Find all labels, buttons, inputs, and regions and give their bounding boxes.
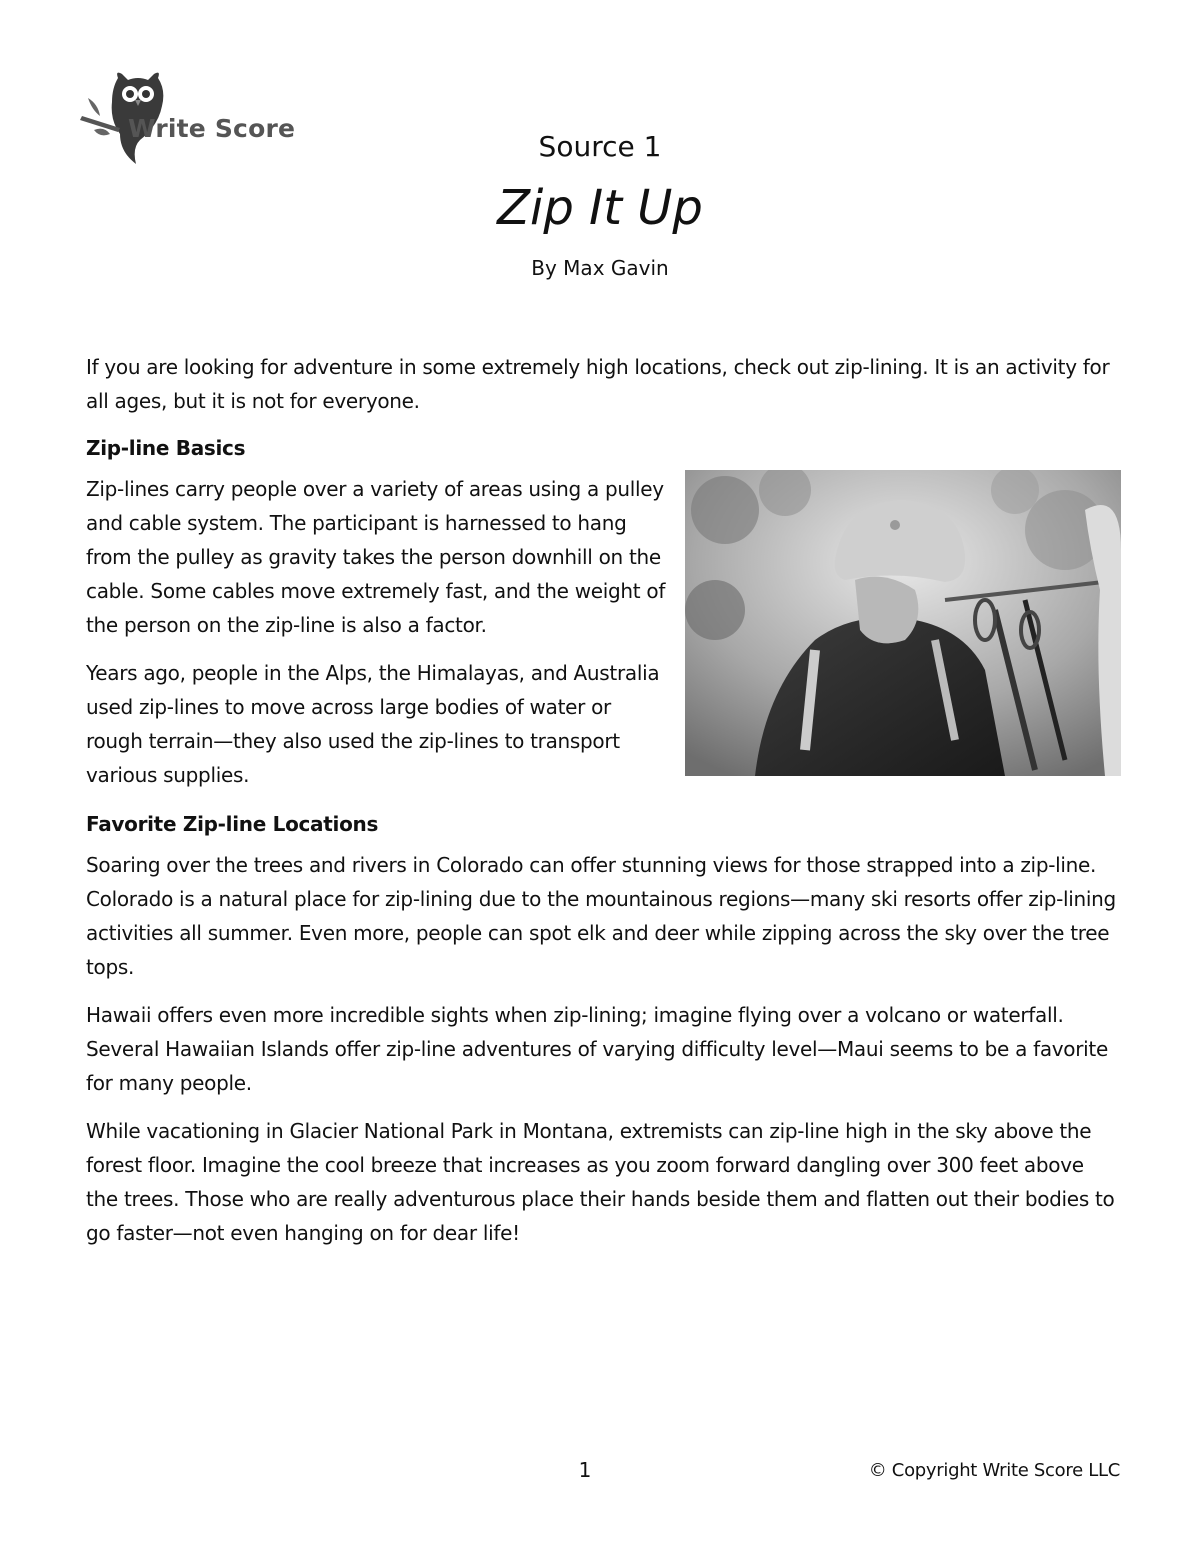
copyright-notice: © Copyright Write Score LLC bbox=[868, 1460, 1120, 1481]
section-heading-basics: Zip-line Basics bbox=[86, 436, 246, 460]
page-title: Zip It Up bbox=[497, 180, 703, 236]
locations-paragraph-3: While vacationing in Glacier National Park in Montana, extremists can zip-line high in the sky above the forest floor. Imagine the cool breeze that increases as you zoom forward dangling over 300 feet above the trees. Those who are really adventurous place their hands beside them and flatten out their bodies to go faster—not even hanging on for dear life! bbox=[86, 1119, 1115, 1245]
locations-paragraph-2: Hawaii offers even more incredible sights when zip-lining; imagine flying over a volcano or waterfall. Several Hawaiian Islands offer zip-line adventures of varying difficulty level—Maui seems to be a favorite for many people. bbox=[86, 1003, 1108, 1095]
page-number: 1 bbox=[578, 1458, 592, 1482]
section-heading-locations: Favorite Zip-line Locations bbox=[86, 812, 379, 836]
logo-text: Write Score bbox=[128, 114, 296, 143]
intro-paragraph: If you are looking for adventure in some extremely high locations, check out zip-lining. It is an activity for all ages, but it is not for everyone. bbox=[86, 355, 1110, 413]
basics-paragraph-1: Zip-lines carry people over a variety of areas using a pulley and cable system. The participant is harnessed to hang from the pulley as gravity takes the person downhill on the cable. Some cables move extremely fast, and the weight of the person on the zip-line is also a factor. bbox=[86, 477, 666, 637]
byline: By Max Gavin bbox=[531, 256, 669, 280]
locations-paragraph-1: Soaring over the trees and rivers in Colorado can offer stunning views for those strapped into a zip-line. Colorado is a natural place for zip-lining due to the mountainous regions—many ski resorts offer zip-lining activities all summer. Even more, people can spot elk and deer while zipping across the sky over the tree tops. bbox=[86, 853, 1116, 979]
source-label: Source 1 bbox=[538, 130, 662, 163]
zip-line-photo bbox=[685, 470, 1121, 776]
basics-paragraph-2: Years ago, people in the Alps, the Himalayas, and Australia used zip-lines to move across large bodies of water or rough terrain—they also used the zip-lines to transport various supplies. bbox=[86, 661, 660, 787]
